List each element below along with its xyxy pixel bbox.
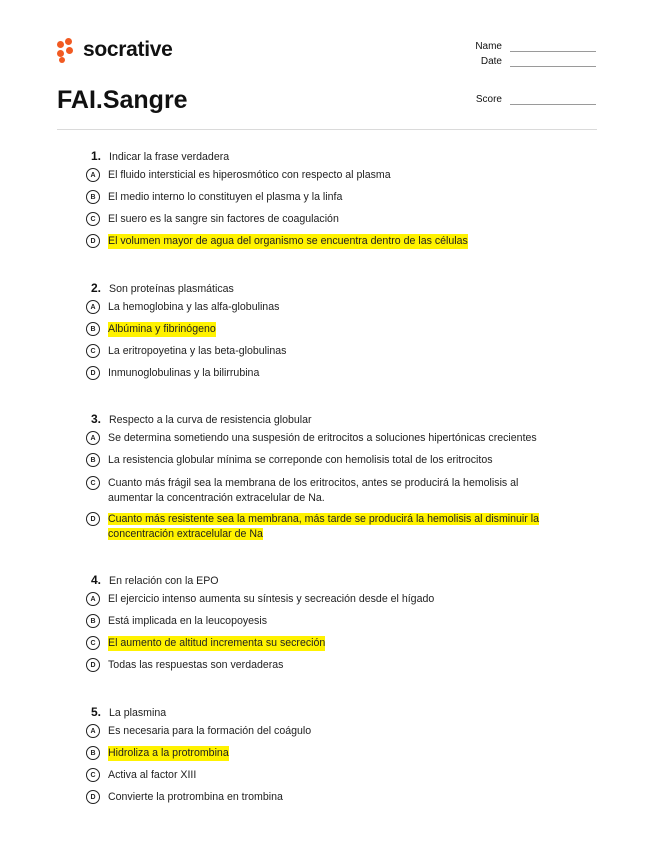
option-text: El ejercicio intenso aumenta su síntesis y secreación desde el hígado [108,593,435,605]
score-field [462,94,596,105]
question-text: Son proteínas plasmáticas [109,283,234,295]
option-letter-c: C [86,476,100,490]
question-text: Respecto a la curva de resistencia globular [109,414,312,426]
option-4d[interactable] [86,658,283,673]
option-letter-b: B [86,453,100,467]
option-text: Inmunoglobulinas y la bilirrubina [108,367,260,379]
option-5d[interactable] [86,790,283,805]
question-text: En relación con la EPO [109,575,219,587]
option-text-highlighted: Albúmina y fibrinógeno [108,323,216,335]
question-text: Indicar la frase verdadera [109,151,230,163]
option-text-highlighted: Hidroliza a la protrombina [108,747,229,759]
option-letter-b: B [86,190,100,204]
question-number: 1. [91,149,102,163]
option-1c[interactable] [86,212,339,227]
brand-name: socrative [83,38,173,61]
option-3c[interactable] [86,476,518,506]
name-line [510,43,596,52]
question-number: 5. [91,705,102,719]
option-text: La hemoglobina y las alfa-globulinas [108,301,280,313]
option-text-highlighted-line-2: concentración extracelular de Na [108,528,263,540]
option-text: Activa al factor XIII [108,769,197,781]
question-number: 4. [91,573,102,587]
option-text: La resistencia globular mínima se correponde con hemolisis total de los eritrocitos [108,454,493,466]
option-letter-d: D [86,658,100,672]
socrative-logo [57,38,173,62]
option-2c[interactable] [86,344,286,359]
option-5b[interactable] [86,746,229,761]
question-number: 2. [91,281,102,295]
option-letter-c: C [86,768,100,782]
option-text-line-1: Cuanto más frágil sea la membrana de los eritrocitos, antes se producirá la hemolisis al [108,477,519,489]
option-letter-c: C [86,212,100,226]
option-letter-d: D [86,512,100,526]
option-letter-a: A [86,168,100,182]
option-4c[interactable] [86,636,325,651]
question-5 [91,705,166,719]
option-text: Es necesaria para la formación del coágulo [108,725,312,737]
option-letter-b: B [86,746,100,760]
score-line [510,96,596,105]
option-text: Convierte la protrombina en trombina [108,791,283,803]
option-text: La eritropoyetina y las beta-globulinas [108,345,287,357]
option-letter-b: B [86,614,100,628]
option-1d[interactable] [86,234,468,249]
option-text: Se determina sometiendo una suspesión de eritrocitos a soluciones hipertónicas crecientes [108,432,537,444]
option-3a[interactable] [86,431,537,446]
option-2d[interactable] [86,366,259,381]
option-letter-b: B [86,322,100,336]
option-letter-c: C [86,636,100,650]
option-text-line-2: aumentar la concentración extracelular de Na. [108,492,325,504]
option-text: Todas las respuestas son verdaderas [108,659,284,671]
question-4 [91,573,219,587]
option-text-highlighted: El volumen mayor de agua del organismo se encuentra dentro de las células [108,235,468,247]
option-1b[interactable] [86,190,342,205]
option-text: El fluido intersticial es hiperosmótico con respecto al plasma [108,169,391,181]
option-5a[interactable] [86,724,311,739]
option-2b[interactable] [86,322,216,337]
question-1 [91,149,229,163]
option-text: El suero es la sangre sin factores de coagulación [108,213,339,225]
question-text: La plasmina [109,707,167,719]
question-3 [91,412,312,426]
option-letter-a: A [86,724,100,738]
option-letter-d: D [86,790,100,804]
date-line [510,58,596,67]
option-text: El medio interno lo constituyen el plasma y la linfa [108,191,343,203]
question-number: 3. [91,412,102,426]
option-3d[interactable] [86,512,539,542]
option-5c[interactable] [86,768,196,783]
option-1a[interactable] [86,168,391,183]
option-letter-c: C [86,344,100,358]
option-letter-d: D [86,366,100,380]
socrative-dots-icon [57,38,77,62]
score-label: Score [475,94,502,105]
option-letter-d: D [86,234,100,248]
option-4b[interactable] [86,614,267,629]
name-field [462,41,596,52]
date-field [462,56,596,67]
question-2 [91,281,234,295]
option-letter-a: A [86,431,100,445]
option-text-highlighted: El aumento de altitud incrementa su secreción [108,637,326,649]
option-4a[interactable] [86,592,434,607]
option-letter-a: A [86,592,100,606]
option-3b[interactable] [86,453,493,468]
name-label: Name [475,41,502,52]
page-title: FAI.Sangre [57,86,188,114]
date-label: Date [480,56,502,67]
option-2a[interactable] [86,300,279,315]
option-letter-a: A [86,300,100,314]
option-text-highlighted-line-1: Cuanto más resistente sea la membrana, más tarde se producirá la hemolisis al disminuir la [108,513,540,525]
option-text: Está implicada en la leucopoyesis [108,615,267,627]
header-divider [57,129,597,130]
